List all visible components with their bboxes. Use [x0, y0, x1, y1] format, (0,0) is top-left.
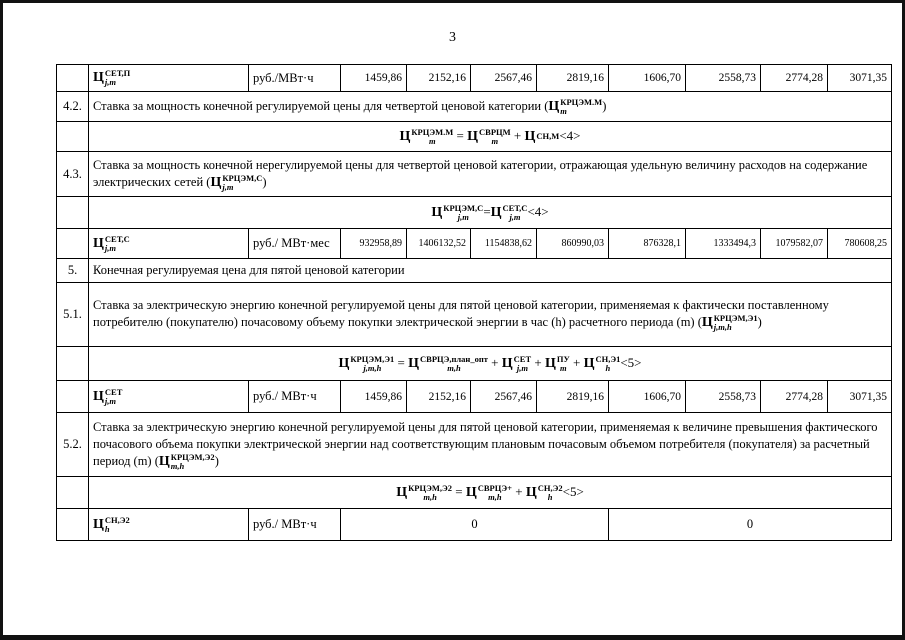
- plus-sign: +: [491, 354, 499, 370]
- scan-edge-bottom: [0, 635, 905, 640]
- table-row: [57, 477, 892, 509]
- table-row: [57, 229, 892, 259]
- value-cell: 2819,16: [537, 65, 609, 92]
- table-row: [57, 413, 892, 477]
- description-text: Ставка за электрическую энергию конечной регулируемой цены для пятой ценовой категории, применяемая к фактически поставленному потребителю (покупателю) почасовому объему покупки электрической энергии в час (h) расчетного периода (m) (: [93, 298, 829, 330]
- row-number: 4.2.: [57, 92, 89, 122]
- table-row: [57, 197, 892, 229]
- value-cell: 2567,46: [471, 65, 537, 92]
- formula-term: Ц СЕТ j,m: [501, 353, 532, 373]
- scan-edge-left: [0, 0, 3, 640]
- value-cell: 2774,28: [761, 381, 828, 413]
- formula-lhs: Ц КРЦЭМ,Э1 j,m,h: [338, 353, 395, 373]
- unit-cell: руб./ МВт·ч: [249, 509, 341, 541]
- plus-sign: +: [534, 354, 542, 370]
- footnote-ref: <5>: [562, 483, 584, 499]
- footnote-ref: <4>: [559, 127, 581, 143]
- description-text: Ставка за мощность конечной нерегулируемой цены для четвертой ценовой категории, отражающая удельную величину расходов на содержание электрических сетей (: [93, 157, 868, 189]
- row-number-cell: [57, 229, 89, 259]
- symbol-cell: [89, 509, 249, 541]
- formula-cell: [89, 347, 892, 381]
- table-row: [57, 122, 892, 152]
- symbol-cell: [89, 381, 249, 413]
- value-cell: 1606,70: [609, 65, 686, 92]
- plus-sign: +: [515, 483, 523, 499]
- value-cell: 0: [341, 509, 609, 541]
- table-row: [57, 381, 892, 413]
- symbol-cell: [89, 65, 249, 92]
- row-number: 5.1.: [57, 283, 89, 347]
- symbol-ts-et-p: Ц СЕТ,П j,m: [93, 68, 131, 87]
- symbol-ts-sn-e2: Ц СН,Э2 h: [93, 514, 130, 534]
- plus-sign: +: [572, 354, 581, 370]
- row-number-cell: [57, 197, 89, 229]
- value-cell: 860990,03: [537, 229, 609, 259]
- value-cell: 3071,35: [828, 65, 892, 92]
- value-cell: 2567,46: [471, 381, 537, 413]
- symbol-ts-et: Ц СЕТ j,m: [93, 386, 123, 406]
- value-cell: 0: [609, 509, 892, 541]
- table-row: [57, 65, 892, 92]
- footnote-ref: <4>: [527, 203, 549, 219]
- formula-cell: [89, 197, 892, 229]
- description-text: Ставка за электрическую энергию конечной регулируемой цены для пятой ценовой категории, применяемая к величине превышения фактического почасового объема покупки электрической энергии над соответствующим плановым почасовым объемом потребителя (покупателя) за расчетный период (m) (: [93, 419, 878, 468]
- description-text: Ставка за мощность конечной регулируемой цены для четвертой ценовой категории (: [93, 98, 549, 113]
- equals-sign: =: [455, 483, 463, 499]
- formula-term: Ц СЕТ,С j,m: [490, 202, 528, 222]
- table-row: [57, 152, 892, 197]
- inline-symbol: Ц КРЦЭМ,Э2 m,h: [158, 451, 215, 471]
- description-cell: Ставка за мощность конечной регулируемой цены для четвертой ценовой категории (Ц КРЦЭМ.М m ): [89, 92, 892, 122]
- symbol-ts-et-c: Ц СЕТ,С j,m: [93, 233, 130, 253]
- formula-lhs: Ц КРЦЭМ,С j,m: [431, 202, 484, 222]
- equals-sign: =: [397, 354, 405, 370]
- table-row: [57, 92, 892, 122]
- row-number-cell: [57, 381, 89, 413]
- row-number: 4.3.: [57, 152, 89, 197]
- inline-symbol: Ц КРЦЭМ,Э1 j,m,h: [701, 313, 758, 332]
- row-number: 5.2.: [57, 413, 89, 477]
- description-cell: Ставка за электрическую энергию конечной регулируемой цены для пятой ценовой категории, применяемая к величине превышения фактического почасового объема покупки электрической энергии над соответствующим плановым почасовым объемом потребителя (покупателя) за расчетный период (m) (Ц КРЦЭМ,Э2 m,h ): [89, 413, 892, 477]
- formula-term: Ц СН,Э1 h: [583, 353, 621, 373]
- table-row: [57, 347, 892, 381]
- value-cell: 2819,16: [537, 381, 609, 413]
- row-number-cell: [57, 477, 89, 509]
- formula-lhs: Ц КРЦЭМ.М m: [399, 126, 454, 146]
- table-row: [57, 509, 892, 541]
- value-cell: 1459,86: [341, 65, 407, 92]
- value-cell: 2558,73: [686, 65, 761, 92]
- plus-sign: +: [513, 127, 522, 143]
- row-number-cell: [57, 509, 89, 541]
- table-row: [57, 283, 892, 347]
- value-cell: 1406132,52: [407, 229, 471, 259]
- value-cell: 3071,35: [828, 381, 892, 413]
- value-cell: 1606,70: [609, 381, 686, 413]
- unit-cell: руб./ МВт·мес: [249, 229, 341, 259]
- value-cell: 1079582,07: [761, 229, 828, 259]
- value-cell: 1459,86: [341, 381, 407, 413]
- value-cell: 1333494,3: [686, 229, 761, 259]
- formula-term: Ц СВРЦЭ,план_опт m,h: [408, 353, 488, 373]
- value-cell: 2558,73: [686, 381, 761, 413]
- inline-symbol: Ц КРЦЭМ.М m: [548, 96, 603, 116]
- row-number-cell: [57, 347, 89, 381]
- formula-lhs: Ц КРЦЭМ,Э2 m,h: [396, 482, 453, 502]
- row-number-cell: [57, 65, 89, 92]
- description-cell: Ставка за электрическую энергию конечной регулируемой цены для пятой ценовой категории, применяемая к фактически поставленному потребителю (покупателю) почасовому объему покупки электрической энергии в час (h) расчетного периода (m) (Ц КРЦЭМ,Э1 j,m,h ): [89, 283, 892, 347]
- formula-term: Ц СН,Э2 h: [525, 482, 563, 502]
- page-number: 3: [449, 30, 456, 45]
- unit-cell: руб./ МВт·ч: [249, 381, 341, 413]
- description-cell: Ставка за мощность конечной нерегулируемой цены для четвертой ценовой категории, отражающая удельную величину расходов на содержание электрических сетей (Ц КРЦЭМ,С j,m ): [89, 152, 892, 197]
- formula-term: Ц СН,М: [524, 128, 560, 144]
- equals-sign: =: [456, 127, 464, 143]
- value-cell: 1154838,62: [471, 229, 537, 259]
- value-cell: 2774,28: [761, 65, 828, 92]
- table-row: [57, 259, 892, 283]
- footnote-ref: <5>: [620, 354, 642, 370]
- value-cell: 2152,16: [407, 65, 471, 92]
- row-number-cell: [57, 122, 89, 152]
- formula-term: Ц СВРЦМ m: [467, 126, 511, 146]
- symbol-cell: [89, 229, 249, 259]
- row-number: 5.: [57, 259, 89, 283]
- value-cell: 2152,16: [407, 381, 471, 413]
- unit-cell: руб./МВт·ч: [249, 65, 341, 92]
- tariff-table: [56, 64, 892, 541]
- scan-edge-top: [0, 0, 905, 3]
- value-cell: 876328,1: [609, 229, 686, 259]
- formula-cell: [89, 122, 892, 152]
- value-cell: 780608,25: [828, 229, 892, 259]
- formula-term: Ц СВРЦЭ+ m,h: [465, 482, 512, 502]
- formula-cell: [89, 477, 892, 509]
- section-heading: Конечная регулируемая цена для пятой ценовой категории: [89, 259, 892, 283]
- value-cell: 932958,89: [341, 229, 407, 259]
- equals-sign: =: [483, 203, 491, 219]
- formula-term: Ц ПУ m: [544, 353, 570, 373]
- inline-symbol: Ц КРЦЭМ,С j,m: [210, 172, 263, 192]
